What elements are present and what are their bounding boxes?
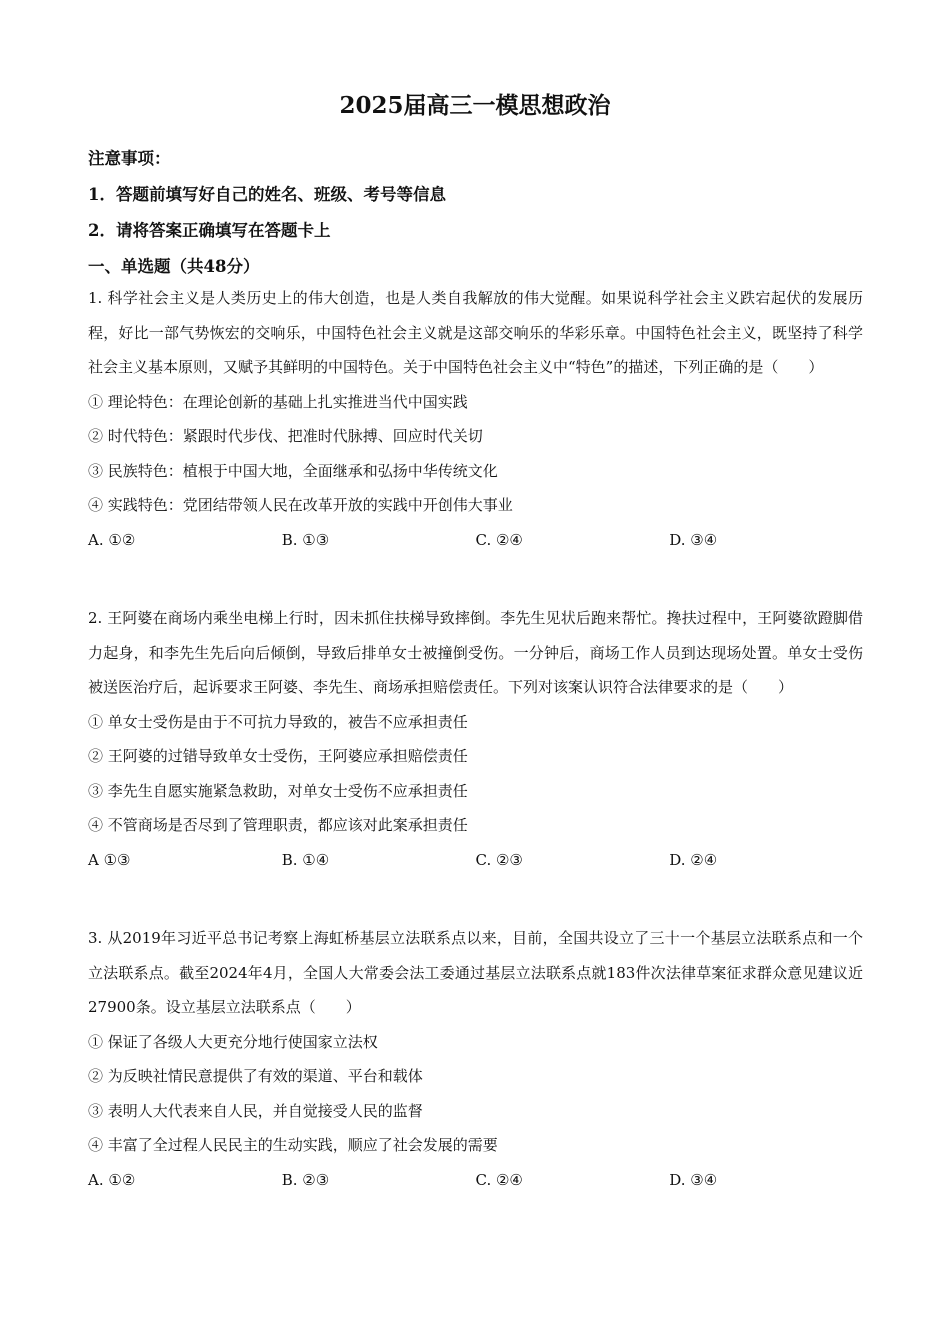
statement-option: ② 为反映社情民意提供了有效的渠道、平台和载体 bbox=[88, 1067, 423, 1085]
answer-choices bbox=[88, 1163, 863, 1198]
choice-a: A. ①② bbox=[88, 1170, 136, 1189]
page-title: 2025届高三一模思想政治 bbox=[339, 92, 611, 119]
statement-option: ④ 实践特色：党团结带领人民在改革开放的实践中开创伟大事业 bbox=[88, 496, 513, 514]
choice-d: D. ③④ bbox=[669, 1170, 718, 1189]
statement-option: ③ 表明人大代表来自人民，并自觉接受人民的监督 bbox=[88, 1101, 423, 1120]
question-1 bbox=[88, 281, 863, 557]
statement-option: ② 王阿婆的过错导致单女士受伤，王阿婆应承担赔偿责任 bbox=[88, 747, 468, 765]
statement-option: ④ 不管商场是否尽到了管理职责，都应该对此案承担责任 bbox=[88, 816, 468, 834]
statement-option: ② 时代特色：紧跟时代步伐、把准时代脉搏、回应时代关切 bbox=[88, 427, 483, 445]
choice-d: D. ③④ bbox=[669, 530, 718, 549]
answer-choices bbox=[88, 523, 863, 558]
statement-option: ④ 丰富了全过程人民民主的生动实践，顺应了社会发展的需要 bbox=[88, 1136, 498, 1154]
question-stem: 1. 科学社会主义是人类历史上的伟大创造，也是人类自我解放的伟大觉醒。如果说科学社会主义跌宕起伏的发展历程，好比一部气势恢宏的交响乐，中国特色社会主义就是这部交响乐的华彩乐章。中国特色社会主义，既坚持了科学社会主义基本原则，又赋予其鲜明的中国特色。关于中国特色社会主义中“特色”的描述，下列正确的是（ ） bbox=[88, 289, 863, 376]
statement-option: ① 单女士受伤是由于不可抗力导致的，被告不应承担责任 bbox=[88, 712, 468, 731]
statement-option: ③ 李先生自愿实施紧急救助，对单女士受伤不应承担责任 bbox=[88, 781, 468, 800]
notice-heading: 注意事项： bbox=[88, 149, 171, 168]
choice-a: A. ①② bbox=[88, 530, 136, 549]
answer-choices bbox=[88, 843, 863, 878]
notice-item: 2．请将答案正确填写在答题卡上 bbox=[88, 221, 331, 240]
choice-c: C. ②④ bbox=[475, 1170, 523, 1189]
choice-c: C. ②④ bbox=[475, 530, 523, 549]
question-stem: 2. 王阿婆在商场内乘坐电梯上行时，因未抓住扶梯导致摔倒。李先生见状后跑来帮忙。搀扶过程中，王阿婆欲蹬脚借力起身，和李先生先后向后倾倒，导致后排单女士被撞倒受伤。一分钟后，商场工作人员到达现场处置。单女士受伤被送医治疗后，起诉要求王阿婆、李先生、商场承担赔偿责任。下列对该案认识符合法律要求的是（ ） bbox=[88, 609, 863, 696]
choice-b: B. ②③ bbox=[281, 1170, 330, 1189]
choice-c: C. ②③ bbox=[475, 850, 523, 869]
statement-option: ③ 民族特色：植根于中国大地，全面继承和弘扬中华传统文化 bbox=[88, 461, 498, 480]
section-heading: 一、单选题（共48分） bbox=[88, 257, 260, 276]
question-stem: 3. 从2019年习近平总书记考察上海虹桥基层立法联系点以来，目前，全国共设立了三十一个基层立法联系点和一个立法联系点。截至2024年4月，全国人大常委会法工委通过基层立法联系点就183件次法律草案征求群众意见建议近27900条。设立基层立法联系点（ ） bbox=[88, 929, 863, 1016]
question-3 bbox=[88, 921, 863, 1197]
statement-option: ① 保证了各级人大更充分地行使国家立法权 bbox=[88, 1032, 378, 1051]
statement-option: ① 理论特色：在理论创新的基础上扎实推进当代中国实践 bbox=[88, 392, 468, 411]
choice-a: A ①③ bbox=[88, 850, 131, 869]
choice-b: B. ①③ bbox=[281, 530, 330, 549]
question-2 bbox=[88, 601, 863, 877]
notice-block bbox=[88, 141, 863, 285]
notice-item: 1．答题前填写好自己的姓名、班级、考号等信息 bbox=[88, 185, 446, 204]
choice-b: B. ①④ bbox=[281, 850, 330, 869]
choice-d: D. ②④ bbox=[669, 850, 718, 869]
